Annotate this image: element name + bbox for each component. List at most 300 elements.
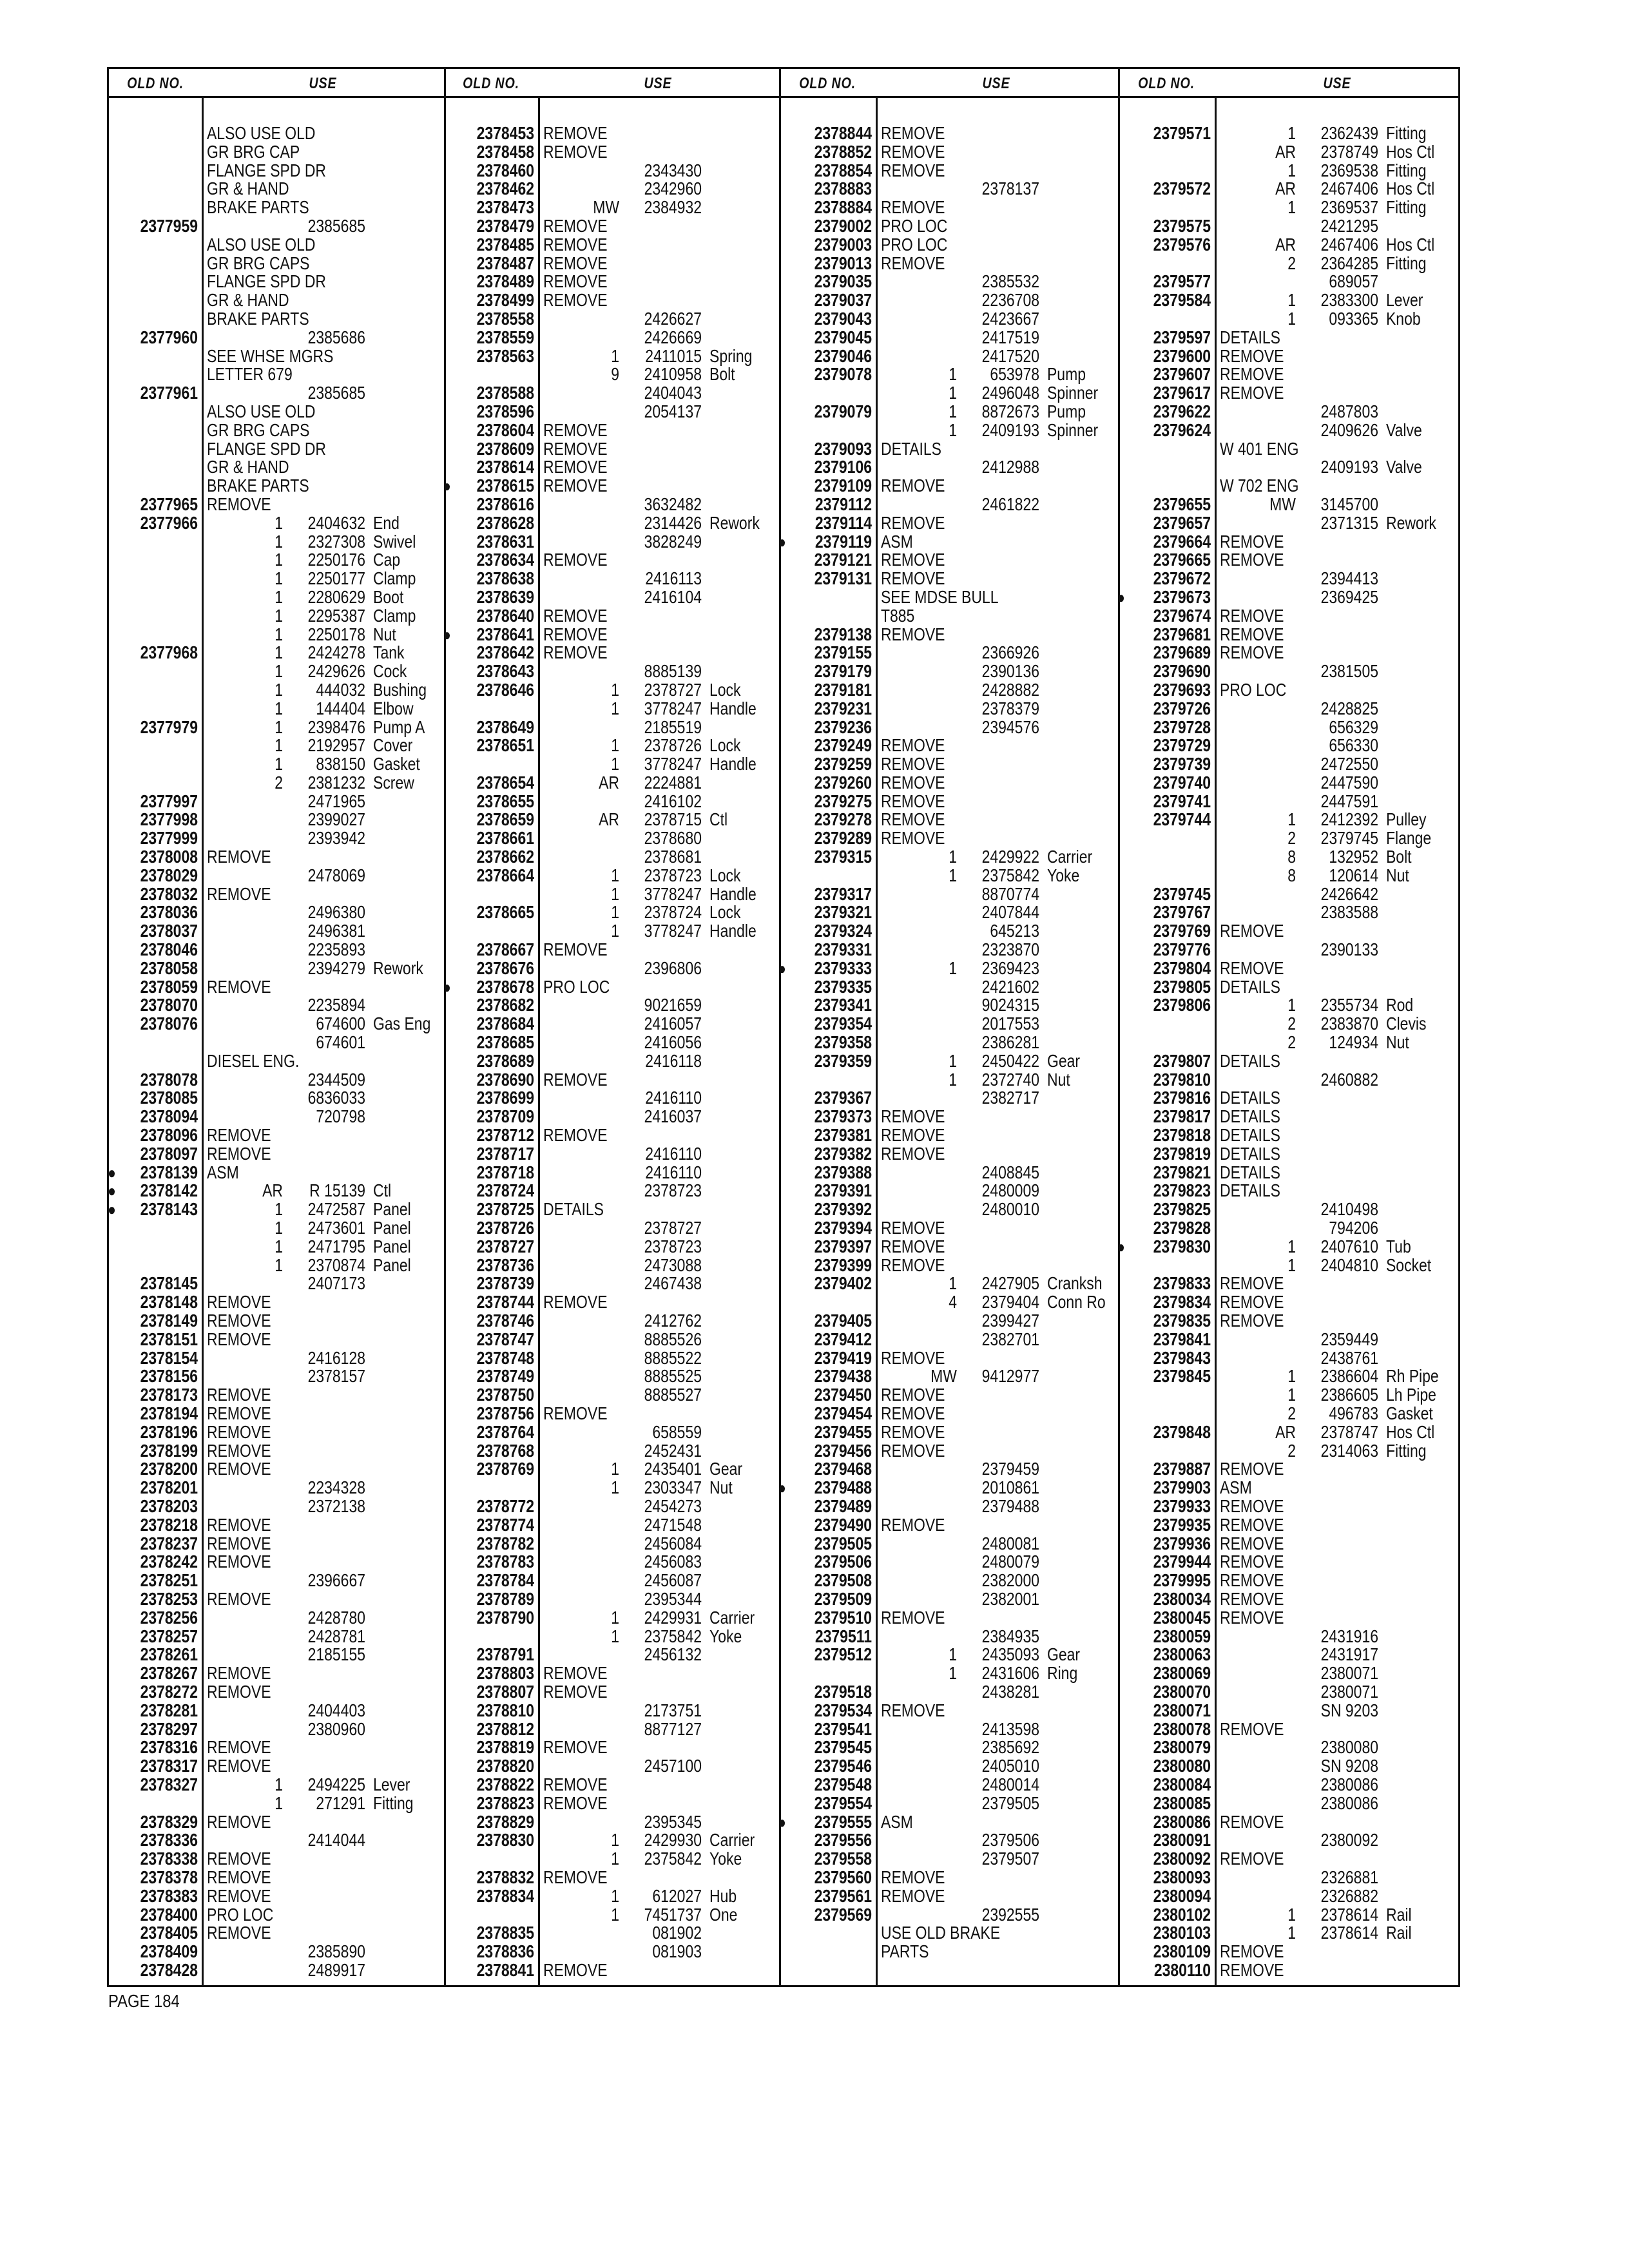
old-part-number: 2378665 (476, 902, 534, 923)
table-row (779, 848, 1121, 867)
part-description: Lever (1385, 290, 1423, 311)
old-part-number: 2378643 (476, 661, 534, 682)
replacement-part-number: 2380071 (1320, 1663, 1378, 1684)
use-instruction: GR & HAND (206, 290, 289, 311)
table-row (444, 867, 783, 885)
old-part-number: 2379569 (814, 1904, 872, 1925)
old-part-number: 2378237 (140, 1533, 198, 1553)
table-row (779, 1423, 1121, 1442)
table-row (1118, 180, 1460, 198)
quantity: 1 (1287, 1385, 1296, 1405)
use-instruction: REMOVE (880, 1403, 945, 1423)
table-row (444, 1738, 783, 1757)
table-row (779, 180, 1121, 198)
old-part-number: 2379617 (1153, 383, 1211, 403)
table-row (444, 978, 783, 997)
replacement-part-number: 124934 (1329, 1032, 1378, 1053)
replacement-part-number: 2405010 (981, 1756, 1039, 1776)
old-part-number: 2378746 (476, 1311, 534, 1331)
table-row (779, 403, 1121, 421)
old-part-number: 2378149 (140, 1311, 198, 1331)
part-description: Boot (373, 586, 404, 607)
use-instruction: REMOVE (880, 735, 945, 756)
table-row (779, 217, 1121, 236)
replacement-part-number: 093365 (1329, 308, 1378, 329)
replacement-part-number: 2429930 (644, 1830, 702, 1850)
old-part-number: 2379825 (1153, 1199, 1211, 1220)
replacement-part-number: 3828249 (644, 531, 702, 552)
replacement-part-number: 2359449 (1320, 1329, 1378, 1349)
table-row (779, 1200, 1121, 1219)
replacement-part-number: 8885525 (644, 1366, 702, 1387)
use-instruction: PARTS (880, 1941, 929, 1962)
quantity: 1 (949, 419, 957, 440)
table-row (444, 347, 783, 366)
table-row (779, 1349, 1121, 1368)
quantity: 1 (1287, 1254, 1296, 1275)
table-row (109, 1145, 447, 1164)
use-instruction: USE OLD BRAKE (880, 1923, 1001, 1943)
table-row (444, 1516, 783, 1535)
replacement-part-number: 2369423 (981, 957, 1039, 978)
part-description: Hos Ctl (1385, 141, 1435, 162)
old-part-number: 2379013 (814, 253, 872, 273)
table-row (109, 1516, 447, 1535)
use-instruction: REMOVE (1219, 1495, 1284, 1516)
table-row (779, 903, 1121, 922)
table-row (1118, 1738, 1460, 1757)
replacement-part-number: 2467406 (1320, 234, 1378, 255)
replacement-part-number: 2384932 (644, 197, 702, 218)
part-description: Rework (373, 957, 423, 978)
table-row (1118, 736, 1460, 755)
quantity: 9 (611, 364, 619, 385)
table-row (1118, 811, 1460, 829)
table-row (779, 421, 1121, 440)
old-part-number: 2378726 (476, 1218, 534, 1238)
old-part-number: 2378640 (476, 605, 534, 626)
part-description: Nut (709, 1477, 733, 1498)
quantity: 2 (1287, 828, 1296, 849)
quantity: 1 (949, 383, 957, 403)
use-instruction: REMOVE (880, 1700, 945, 1720)
replacement-part-number: 2487803 (1320, 401, 1378, 421)
use-instruction: REMOVE (206, 1885, 271, 1906)
use-instruction: DETAILS (543, 1199, 604, 1220)
use-instruction: REMOVE (543, 1069, 608, 1090)
old-part-number: 2379412 (814, 1329, 872, 1349)
use-instruction: REMOVE (206, 1421, 271, 1442)
replacement-part-number: 2416104 (644, 586, 702, 607)
table-row (109, 793, 447, 811)
replacement-part-number: 2496048 (981, 383, 1039, 403)
old-part-number: 2379131 (814, 568, 872, 589)
replacement-part-number: 8885522 (644, 1347, 702, 1368)
table-row (1118, 1423, 1460, 1442)
use-instruction: ALSO USE OLD (206, 234, 316, 255)
table-row (779, 477, 1121, 495)
use-instruction: REMOVE (1219, 1959, 1284, 1980)
use-instruction: REMOVE (543, 234, 608, 255)
old-part-number: 2378812 (476, 1718, 534, 1739)
quantity: 1 (1287, 308, 1296, 329)
old-part-number: 2379468 (814, 1459, 872, 1479)
table-row (109, 180, 447, 198)
replacement-part-number: 2378724 (644, 902, 702, 923)
use-instruction: REMOVE (1219, 531, 1284, 552)
replacement-part-number: 2355734 (1320, 995, 1378, 1015)
old-part-number: 2379114 (815, 512, 872, 533)
replacement-part-number: 2314426 (644, 512, 702, 533)
table-row (444, 1312, 783, 1331)
table-row (444, 1089, 783, 1108)
replacement-part-number: 2461822 (981, 494, 1039, 514)
old-part-number: 2378029 (140, 865, 198, 885)
replacement-part-number: 2496380 (307, 902, 365, 923)
quantity: 4 (949, 1292, 957, 1312)
replacement-part-number: 6836033 (307, 1088, 365, 1108)
part-description: Rh Pipe (1385, 1366, 1439, 1387)
table-row (109, 1312, 447, 1331)
part-description: Carrier (709, 1830, 755, 1850)
old-part-number: 2378046 (140, 939, 198, 960)
use-instruction: W 702 ENG (1219, 476, 1299, 496)
table-row (109, 291, 447, 310)
old-part-number: 2378097 (140, 1143, 198, 1164)
table-row (444, 1535, 783, 1553)
table-row (444, 514, 783, 533)
table-row (1118, 1869, 1460, 1887)
table-row (109, 996, 447, 1015)
replacement-part-number: 2384935 (981, 1626, 1039, 1646)
table-row (1118, 1702, 1460, 1720)
replacement-part-number: 2452431 (644, 1440, 702, 1461)
table-row (109, 1813, 447, 1832)
table-row (444, 384, 783, 403)
old-part-number: 2379693 (1153, 679, 1211, 700)
old-part-number: 2379289 (814, 828, 872, 849)
old-part-number: 2378655 (476, 791, 534, 811)
part-description: Carrier (709, 1607, 755, 1628)
old-part-number: 2379354 (814, 1014, 872, 1034)
quantity: 1 (275, 1218, 283, 1238)
old-part-number: 2378261 (140, 1644, 198, 1665)
old-part-number: 2379511 (815, 1626, 872, 1646)
use-instruction: REMOVE (1219, 1292, 1284, 1312)
replacement-part-number: 2426627 (644, 308, 702, 329)
replacement-part-number: 2378614 (1320, 1923, 1378, 1943)
table-row (109, 774, 447, 793)
old-part-number: 2378699 (476, 1088, 534, 1108)
part-description: Rework (1385, 512, 1436, 533)
part-description: Cranksh (1046, 1273, 1103, 1294)
old-part-number: 2379807 (1153, 1050, 1211, 1071)
quantity: AR (1275, 1421, 1296, 1442)
old-part-number: 2379600 (1153, 345, 1211, 366)
old-part-number: 2378479 (476, 215, 534, 236)
part-description: Nut (1385, 865, 1409, 885)
old-part-number: 2379078 (814, 364, 872, 385)
old-part-number: 2378487 (476, 253, 534, 273)
table-row (444, 1442, 783, 1461)
quantity: 1 (1287, 1366, 1296, 1387)
table-row (109, 681, 447, 700)
old-part-number: 2379819 (1153, 1143, 1211, 1164)
use-instruction: REMOVE (880, 1254, 945, 1275)
old-part-number: 2378727 (476, 1236, 534, 1256)
replacement-part-number: 2378747 (1320, 1421, 1378, 1442)
part-description: Yoke (709, 1626, 742, 1646)
quantity: 1 (611, 883, 619, 904)
table-row (109, 1794, 447, 1813)
table-row (444, 440, 783, 459)
replacement-part-number: 8872673 (981, 401, 1039, 421)
old-part-number: 2379121 (814, 550, 872, 570)
table-row (779, 1405, 1121, 1423)
replacement-part-number: 2385685 (307, 215, 365, 236)
table-row (109, 514, 447, 533)
quantity: 8 (1287, 847, 1296, 867)
old-part-number: 2379828 (1153, 1218, 1211, 1238)
old-part-number: 2379438 (814, 1366, 872, 1387)
quantity: 1 (949, 364, 957, 385)
table-row (1118, 588, 1460, 607)
replacement-part-number: 3778247 (644, 754, 702, 774)
table-row (779, 1924, 1121, 1943)
use-instruction: REMOVE (880, 1236, 945, 1256)
old-part-number: 2379726 (1153, 698, 1211, 718)
use-instruction: REMOVE (543, 215, 608, 236)
table-row (444, 718, 783, 737)
table-row (1118, 551, 1460, 570)
replacement-part-number: 2396806 (644, 957, 702, 978)
old-part-number: 2379933 (1153, 1495, 1211, 1516)
table-row (779, 570, 1121, 588)
part-description: Nut (373, 624, 396, 644)
table-row (1118, 1646, 1460, 1664)
replacement-part-number: 2407610 (1320, 1236, 1378, 1256)
old-part-number: 2378684 (476, 1014, 534, 1034)
old-part-number: 2379394 (814, 1218, 872, 1238)
old-part-number: 2378036 (140, 902, 198, 923)
quantity: 1 (1287, 160, 1296, 180)
old-part-number: 2379728 (1153, 716, 1211, 737)
replacement-part-number: 2416110 (645, 1088, 702, 1108)
replacement-part-number: 2234328 (307, 1477, 365, 1498)
use-instruction: REMOVE (206, 1552, 271, 1572)
old-part-number: 2379672 (1153, 568, 1211, 589)
use-instruction: ASM (1219, 1477, 1252, 1498)
part-description: Conn Ro (1046, 1292, 1106, 1312)
table-row (1118, 124, 1460, 143)
table-row (1118, 1238, 1460, 1256)
old-part-number: 2379624 (1153, 419, 1211, 440)
old-part-number: 2379367 (814, 1088, 872, 1108)
old-part-number: 2378037 (140, 921, 198, 941)
table-row (109, 1497, 447, 1516)
replacement-part-number: 2412392 (1320, 809, 1378, 830)
part-description: Swivel (373, 531, 416, 552)
old-part-number: 2379767 (1153, 902, 1211, 923)
part-description: Screw (373, 772, 414, 793)
header-old-no-4: OLD NO. (1138, 75, 1195, 92)
old-part-number: 2379317 (814, 883, 872, 904)
old-part-number: 2378076 (140, 1014, 198, 1034)
old-part-number: 2378148 (140, 1292, 198, 1312)
part-description: Fitting (1385, 123, 1427, 143)
quantity: 1 (611, 1849, 619, 1869)
old-part-number: 2378807 (476, 1681, 534, 1702)
table-row (1118, 217, 1460, 236)
quantity: 1 (275, 531, 283, 552)
replacement-part-number: 2414044 (307, 1830, 365, 1850)
replacement-part-number: 674600 (316, 1014, 365, 1034)
replacement-part-number: 2411015 (645, 345, 702, 366)
quantity: 1 (1287, 1904, 1296, 1925)
use-instruction: REMOVE (1219, 605, 1284, 626)
old-part-number: 2378032 (140, 883, 198, 904)
replacement-part-number: 2447590 (1320, 772, 1378, 793)
old-part-number: 2379510 (814, 1607, 872, 1628)
old-part-number: 2378709 (476, 1106, 534, 1127)
replacement-part-number: 2416113 (645, 568, 702, 589)
table-row (109, 700, 447, 718)
table-row (779, 885, 1121, 904)
table-row (779, 198, 1121, 217)
table-row (109, 217, 447, 236)
table-row (779, 1386, 1121, 1405)
replacement-part-number: 2303347 (644, 1477, 702, 1498)
old-part-number: 2379833 (1153, 1273, 1211, 1294)
table-row (109, 1850, 447, 1869)
replacement-part-number: 2378727 (644, 679, 702, 700)
old-part-number: 2378257 (140, 1626, 198, 1646)
quantity: 1 (611, 1626, 619, 1646)
use-instruction: ASM (206, 1162, 239, 1182)
table-row (1118, 1776, 1460, 1794)
old-part-number: 2379341 (814, 995, 872, 1015)
table-row (779, 458, 1121, 477)
old-part-number: 2378844 (814, 123, 872, 143)
table-row (779, 588, 1121, 607)
table-row (444, 477, 783, 495)
old-part-number: 2380085 (1153, 1792, 1211, 1813)
table-row (109, 365, 447, 384)
table-row (779, 941, 1121, 959)
table-row (1118, 1516, 1460, 1535)
table-row (109, 198, 447, 217)
table-row (1118, 329, 1460, 347)
table-row (779, 1609, 1121, 1628)
quantity: 1 (611, 1459, 619, 1479)
quantity: MW (593, 197, 619, 218)
use-instruction: DETAILS (1219, 976, 1280, 997)
old-part-number: 2379740 (1153, 772, 1211, 793)
table-row (109, 551, 447, 570)
old-part-number: 2379776 (1153, 939, 1211, 960)
part-description: Fitting (1385, 160, 1427, 180)
table-row (109, 903, 447, 922)
part-description: Lever (373, 1774, 410, 1794)
replacement-part-number: 2428882 (981, 679, 1039, 700)
quantity: 1 (1287, 290, 1296, 311)
table-row (779, 1367, 1121, 1386)
table-row (444, 421, 783, 440)
table-row (109, 1293, 447, 1312)
old-part-number: 2378676 (476, 957, 534, 978)
replacement-part-number: 2404810 (1320, 1254, 1378, 1275)
table-row (109, 1256, 447, 1275)
table-row (444, 198, 783, 217)
use-instruction: REMOVE (880, 1514, 945, 1535)
table-row (779, 1460, 1121, 1479)
quantity: 1 (275, 1774, 283, 1794)
table-row (1118, 347, 1460, 366)
old-part-number: 2379079 (814, 401, 872, 421)
old-part-number: 2379555 (814, 1811, 872, 1832)
table-row (1118, 978, 1460, 997)
use-instruction: REMOVE (880, 1421, 945, 1442)
old-part-number: 2380103 (1153, 1923, 1211, 1943)
old-part-number: 2379093 (814, 438, 872, 459)
replacement-part-number: 3145700 (1320, 494, 1378, 514)
table-row (109, 1683, 447, 1702)
replacement-part-number: SN 9208 (1320, 1756, 1378, 1776)
replacement-part-number: 3632482 (644, 494, 702, 514)
bullet-marker: ● (108, 1200, 116, 1220)
replacement-part-number: 2394413 (1320, 568, 1378, 589)
old-part-number: 2378499 (476, 290, 534, 311)
table-row (109, 162, 447, 180)
replacement-part-number: 2473088 (644, 1254, 702, 1275)
replacement-part-number: 656329 (1329, 716, 1378, 737)
old-part-number: 2378614 (476, 457, 534, 477)
replacement-part-number: 2327308 (307, 531, 365, 552)
replacement-part-number: 2192957 (307, 735, 365, 756)
table-row (109, 1535, 447, 1553)
page-number: PAGE 184 (108, 1991, 180, 2011)
part-description: Lock (709, 679, 741, 700)
old-part-number: 2379816 (1153, 1088, 1211, 1108)
old-part-number: 2378462 (476, 178, 534, 199)
replacement-part-number: 2407844 (981, 902, 1039, 923)
table-row (1118, 1293, 1460, 1312)
table-row (1118, 848, 1460, 867)
table-row (1118, 1590, 1460, 1609)
bullet-marker: ● (778, 1812, 786, 1832)
quantity: 1 (275, 1199, 283, 1220)
replacement-part-number: 2467406 (1320, 178, 1378, 199)
part-description: Pump (1046, 401, 1086, 421)
table-row (779, 1887, 1121, 1906)
table-row (1118, 236, 1460, 255)
quantity: 1 (275, 679, 283, 700)
table-row (1118, 1219, 1460, 1238)
replacement-part-number: 2380071 (1320, 1681, 1378, 1702)
quantity: 1 (949, 865, 957, 885)
use-instruction: REMOVE (206, 1588, 271, 1609)
table-row (444, 662, 783, 681)
table-row (444, 495, 783, 514)
old-part-number: 2379834 (1153, 1292, 1211, 1312)
old-part-number: 2379546 (814, 1756, 872, 1776)
replacement-part-number: 2416128 (307, 1347, 365, 1368)
old-part-number: 2377961 (140, 383, 198, 403)
old-part-number: 2378297 (140, 1718, 198, 1739)
old-part-number: 2379887 (1153, 1459, 1211, 1479)
old-part-number: 2378768 (476, 1440, 534, 1461)
table-row (444, 1423, 783, 1442)
